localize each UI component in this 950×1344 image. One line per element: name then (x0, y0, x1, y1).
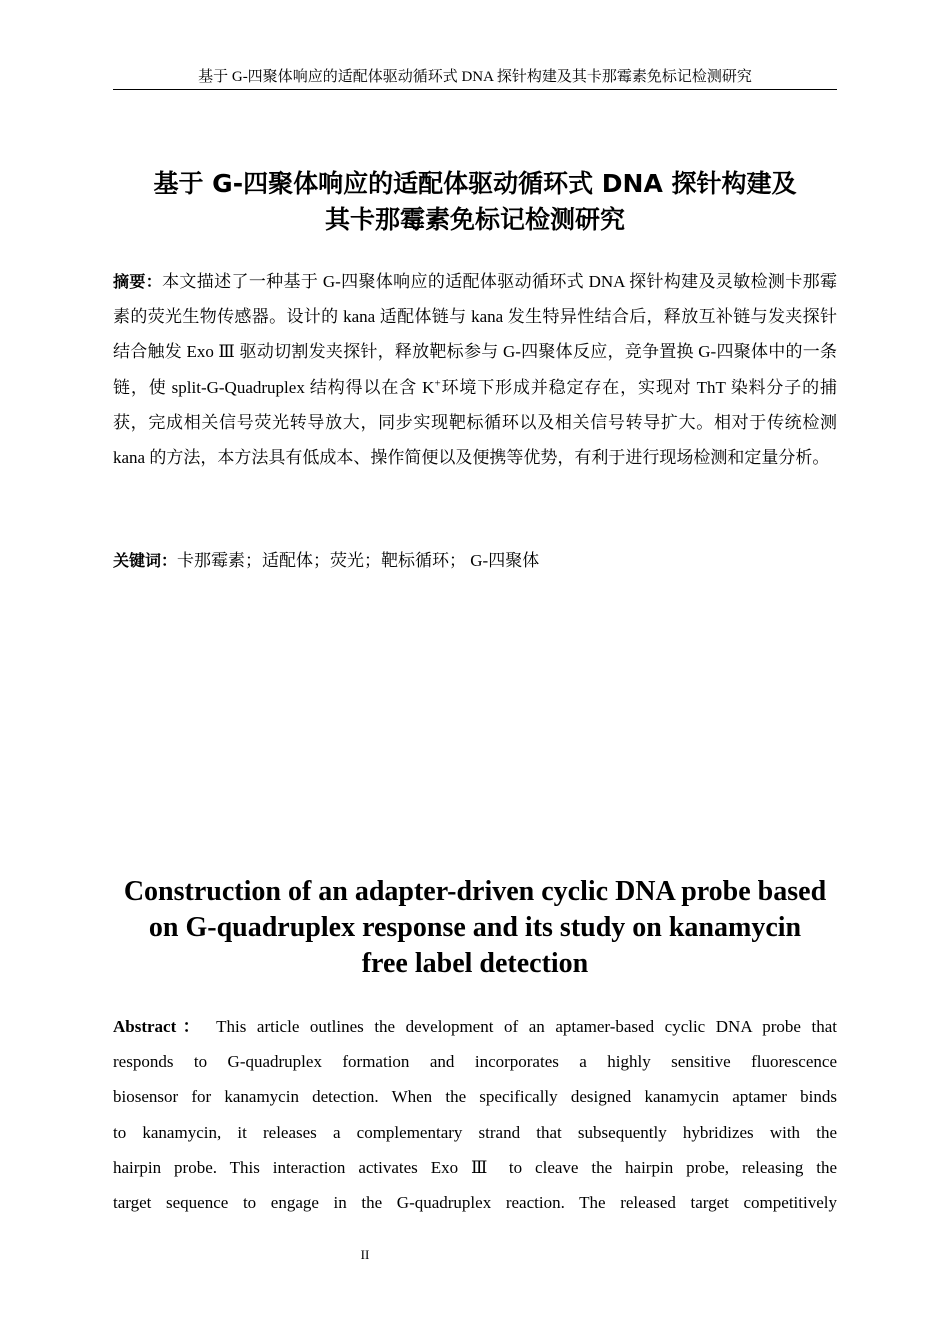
running-header: 基于 G-四聚体响应的适配体驱动循环式 DNA 探针构建及其卡那霉素免标记检测研究 (198, 69, 752, 85)
english-abstract-line: hairpin probe. This interaction activates Exo Ⅲ to cleave the hairpin probe, releasing the (113, 1157, 837, 1177)
chinese-abstract-text-2: 环境下形成并稳定存在，实现对 ThT 染料分子的捕获，完成相关信号荧光转导放大，同步实现靶标循环以及相关信号转导扩大。相对于传统检测 kana 的方法，本方法具有低成本、操作简便以及便携等优势，有利于进行现场检测和定量分析。 (113, 377, 837, 468)
chinese-abstract-text-1: 本文描述了一种基于 G-四聚体响应的适配体驱动循环式 DNA 探针构建及灵敏检测卡那霉素的荧光生物传感器。设计的 kana 适配体链与 kana 发生特异性结合后，释放互补链与发夹探针结合触发 Exo Ⅲ 驱动切割发夹探针，释放靶标参与 G-四聚体反应，竞争置换 G-四聚体中的一条链，使 split-G-Quadruplex 结构得以在含 K (113, 272, 837, 397)
english-title-line-1: Construction of an adapter-driven cyclic DNA probe based (123, 876, 827, 907)
chinese-keywords-text: 卡那霉素；适配体；荧光；靶标循环； G-四聚体 (177, 551, 540, 570)
english-abstract-line: target sequence to engage in the G-quadruplex reaction. The released target competitively (113, 1193, 837, 1213)
potassium-superscript: + (434, 376, 441, 389)
chinese-keywords-label: 关键词： (113, 551, 178, 570)
english-title (113, 874, 837, 982)
english-abstract-line: responds to G-quadruplex formation and incorporates a highly sensitive fluorescence (113, 1052, 837, 1072)
english-abstract-line: biosensor for kanamycin detection. When the specifically designed kanamycin aptamer binds (113, 1087, 837, 1107)
english-title-line-3: free label detection (361, 948, 589, 979)
chinese-keywords (113, 546, 837, 576)
header-rule (113, 89, 837, 90)
chinese-abstract (113, 264, 837, 475)
chinese-abstract-label: 摘要： (113, 272, 163, 291)
english-abstract-line: to kanamycin, it releases a complementary strand that subsequently hybridizes with the (113, 1122, 837, 1142)
page-number: II (360, 1247, 370, 1262)
english-abstract-label: Abstract： (113, 1017, 206, 1036)
english-abstract-line: Abstract： This article outlines the development of an aptamer-based cyclic DNA probe that (113, 1017, 837, 1036)
english-abstract (113, 1009, 837, 1220)
chinese-title (113, 166, 837, 238)
chinese-title-line-2: 其卡那霉素免标记检测研究 (324, 205, 625, 234)
english-title-line-2: on G-quadruplex response and its study on kanamycin (148, 912, 802, 943)
chinese-title-line-1: 基于 G-四聚体响应的适配体驱动循环式 DNA 探针构建及 (153, 169, 797, 198)
